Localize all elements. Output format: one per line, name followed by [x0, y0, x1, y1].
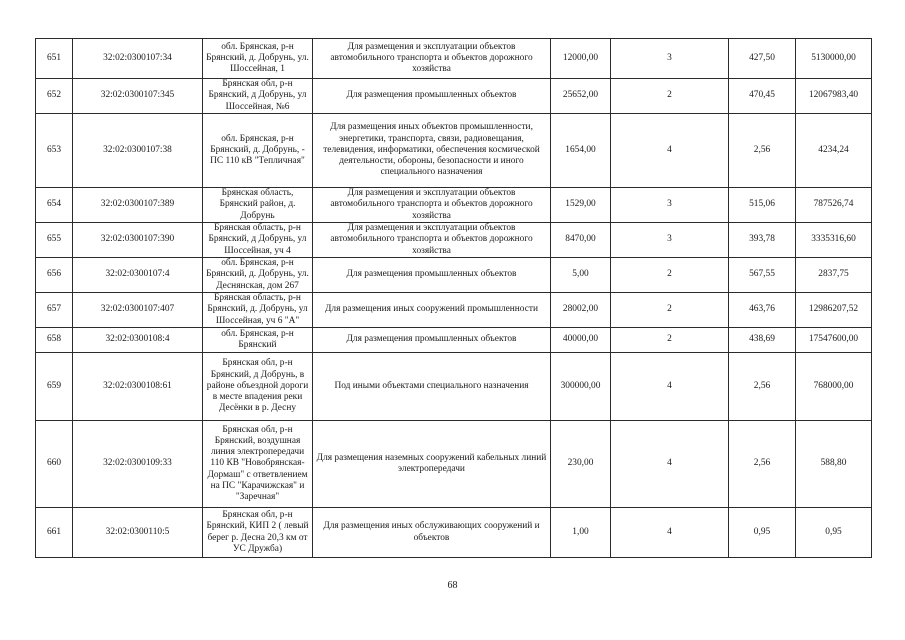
address-cell: обл. Брянская, р-н Брянский, д. Добрунь, ул. Шоссейная, 1 — [203, 39, 313, 79]
permitted-use-cell: Для размещения иных сооружений промышленности — [313, 293, 551, 328]
address-cell: Брянская обл, р-н Брянский, воздушная линия электропередачи 110 КВ "Новобрянская-Дормаш" с ответвлением на ПС "Карачижская" и "Заречная" — [203, 421, 313, 508]
area-cell: 1654,00 — [551, 114, 611, 188]
row-number: 656 — [36, 258, 73, 293]
area-cell: 230,00 — [551, 421, 611, 508]
row-number: 655 — [36, 223, 73, 258]
permitted-use-cell: Для размещения иных объектов промышленности, энергетики, транспорта, связи, радиовещания, телевидения, информатики, обеспечения космической деятельности, обороны, безопасности и иного специального назначения — [313, 114, 551, 188]
address-cell: Брянская обл, р-н Брянский, д Добрунь, ул Шоссейная, №6 — [203, 79, 313, 114]
row-number: 654 — [36, 188, 73, 223]
cadastral-value-cell: 12067983,40 — [796, 79, 872, 114]
permitted-use-cell: Для размещения иных обслуживающих сооружений и объектов — [313, 508, 551, 558]
area-cell: 40000,00 — [551, 328, 611, 353]
specific-value-cell: 2,56 — [729, 114, 796, 188]
specific-value-cell: 515,06 — [729, 188, 796, 223]
specific-value-cell: 567,55 — [729, 258, 796, 293]
table-row — [36, 293, 872, 328]
cadastral-value-cell: 768000,00 — [796, 353, 872, 421]
table-row — [36, 39, 872, 79]
table-row — [36, 353, 872, 421]
specific-value-cell: 470,45 — [729, 79, 796, 114]
group-cell: 4 — [611, 114, 729, 188]
table-row — [36, 258, 872, 293]
permitted-use-cell: Для размещения промышленных объектов — [313, 328, 551, 353]
row-number: 658 — [36, 328, 73, 353]
group-cell: 4 — [611, 353, 729, 421]
cadastral-number: 32:02:0300110:5 — [73, 508, 203, 558]
area-cell: 1,00 — [551, 508, 611, 558]
table-row — [36, 79, 872, 114]
area-cell: 5,00 — [551, 258, 611, 293]
cadastral-number: 32:02:0300107:389 — [73, 188, 203, 223]
specific-value-cell: 438,69 — [729, 328, 796, 353]
permitted-use-cell: Для размещения промышленных объектов — [313, 258, 551, 293]
address-cell: обл. Брянская, р-н Брянский, д. Добрунь, - ПС 110 кВ "Тепличная" — [203, 114, 313, 188]
permitted-use-cell: Под иными объектами специального назначения — [313, 353, 551, 421]
row-number: 657 — [36, 293, 73, 328]
address-cell: Брянская обл, р-н Брянский, КИП 2 ( левый берег р. Десна 20,3 км от УС Дружба) — [203, 508, 313, 558]
table-row — [36, 421, 872, 508]
cadastral-number: 32:02:0300107:390 — [73, 223, 203, 258]
group-cell: 3 — [611, 188, 729, 223]
permitted-use-cell: Для размещения промышленных объектов — [313, 79, 551, 114]
cadastral-number: 32:02:0300107:34 — [73, 39, 203, 79]
page-number: 68 — [447, 580, 458, 591]
cadastral-value-cell: 787526,74 — [796, 188, 872, 223]
table-row — [36, 508, 872, 558]
address-cell: Брянская область, р-н Брянский, д Добрунь, ул Шоссейная, уч 4 — [203, 223, 313, 258]
cadastral-value-cell: 17547600,00 — [796, 328, 872, 353]
group-cell: 2 — [611, 293, 729, 328]
cadastral-number: 32:02:0300108:4 — [73, 328, 203, 353]
group-cell: 2 — [611, 328, 729, 353]
cadastral-number: 32:02:0300107:4 — [73, 258, 203, 293]
cadastral-number: 32:02:0300107:407 — [73, 293, 203, 328]
address-cell: Брянская область, р-н Брянский, д. Добрунь, ул Шоссейная, уч 6 "А" — [203, 293, 313, 328]
permitted-use-cell: Для размещения наземных сооружений кабельных линий электропередачи — [313, 421, 551, 508]
row-number: 660 — [36, 421, 73, 508]
group-cell: 3 — [611, 39, 729, 79]
specific-value-cell: 2,56 — [729, 353, 796, 421]
cadastral-value-cell: 0,95 — [796, 508, 872, 558]
area-cell: 25652,00 — [551, 79, 611, 114]
cadastral-value-cell: 12986207,52 — [796, 293, 872, 328]
address-cell: обл. Брянская, р-н Брянский, д. Добрунь, ул. Деснянская, дом 267 — [203, 258, 313, 293]
permitted-use-cell: Для размещения и эксплуатации объектов автомобильного транспорта и объектов дорожного хозяйства — [313, 39, 551, 79]
group-cell: 2 — [611, 79, 729, 114]
table-row — [36, 328, 872, 353]
table-row — [36, 188, 872, 223]
row-number: 653 — [36, 114, 73, 188]
land-plots-table — [35, 38, 872, 558]
address-cell: Брянская обл, р-н Брянский, д Добрунь, в районе объездной дороги в месте впадения реки Десёнки в р. Десну — [203, 353, 313, 421]
cadastral-number: 32:02:0300107:38 — [73, 114, 203, 188]
group-cell: 4 — [611, 421, 729, 508]
area-cell: 1529,00 — [551, 188, 611, 223]
row-number: 651 — [36, 39, 73, 79]
group-cell: 2 — [611, 258, 729, 293]
row-number: 661 — [36, 508, 73, 558]
specific-value-cell: 427,50 — [729, 39, 796, 79]
cadastral-value-cell: 588,80 — [796, 421, 872, 508]
permitted-use-cell: Для размещения и эксплуатации объектов автомобильного транспорта и объектов дорожного хозяйства — [313, 188, 551, 223]
cadastral-value-cell: 4234,24 — [796, 114, 872, 188]
table-body — [36, 39, 872, 558]
specific-value-cell: 0,95 — [729, 508, 796, 558]
cadastral-value-cell: 5130000,00 — [796, 39, 872, 79]
area-cell: 28002,00 — [551, 293, 611, 328]
specific-value-cell: 2,56 — [729, 421, 796, 508]
cadastral-number: 32:02:0300107:345 — [73, 79, 203, 114]
row-number: 652 — [36, 79, 73, 114]
cadastral-number: 32:02:0300108:61 — [73, 353, 203, 421]
permitted-use-cell: Для размещения и эксплуатации объектов автомобильного транспорта и объектов дорожного хозяйства — [313, 223, 551, 258]
table-row — [36, 223, 872, 258]
table-row — [36, 114, 872, 188]
area-cell: 300000,00 — [551, 353, 611, 421]
group-cell: 3 — [611, 223, 729, 258]
address-cell: Брянская область, Брянский район, д. Добрунь — [203, 188, 313, 223]
cadastral-number: 32:02:0300109:33 — [73, 421, 203, 508]
group-cell: 4 — [611, 508, 729, 558]
specific-value-cell: 393,78 — [729, 223, 796, 258]
address-cell: обл. Брянская, р-н Брянский — [203, 328, 313, 353]
area-cell: 8470,00 — [551, 223, 611, 258]
row-number: 659 — [36, 353, 73, 421]
area-cell: 12000,00 — [551, 39, 611, 79]
cadastral-value-cell: 2837,75 — [796, 258, 872, 293]
specific-value-cell: 463,76 — [729, 293, 796, 328]
cadastral-value-cell: 3335316,60 — [796, 223, 872, 258]
